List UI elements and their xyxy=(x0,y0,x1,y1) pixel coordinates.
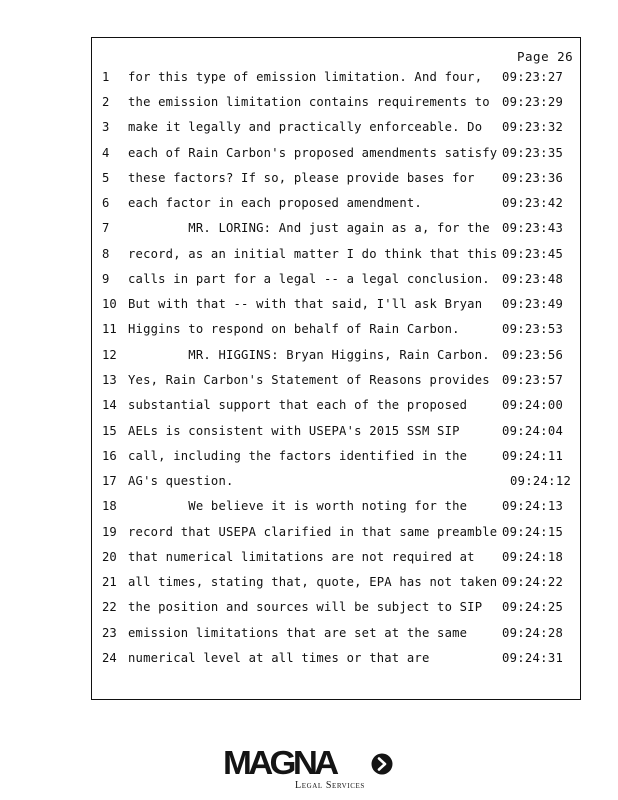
line-number: 21 xyxy=(102,575,117,589)
line-timestamp: 09:23:42 xyxy=(502,196,564,210)
transcript-line xyxy=(0,600,618,620)
line-timestamp: 09:24:28 xyxy=(502,626,564,640)
line-number: 24 xyxy=(102,651,117,665)
line-text: that numerical limitations are not required at xyxy=(128,550,475,564)
line-text: MR. HIGGINS: Bryan Higgins, Rain Carbon. xyxy=(128,348,490,362)
transcript-line xyxy=(0,120,618,140)
line-timestamp: 09:23:56 xyxy=(502,348,564,362)
line-timestamp: 09:24:00 xyxy=(502,398,564,412)
line-text: Higgins to respond on behalf of Rain Carbon. xyxy=(128,322,460,336)
line-timestamp: 09:23:43 xyxy=(502,221,564,235)
line-text: the position and sources will be subject to SIP xyxy=(128,600,483,614)
line-number: 3 xyxy=(102,120,110,134)
transcript-line xyxy=(0,272,618,292)
line-timestamp: 09:23:32 xyxy=(502,120,564,134)
line-number: 8 xyxy=(102,247,110,261)
line-text: for this type of emission limitation. And four, xyxy=(128,70,483,84)
line-timestamp: 09:24:18 xyxy=(502,550,564,564)
transcript-line xyxy=(0,550,618,570)
transcript-line xyxy=(0,373,618,393)
line-number: 12 xyxy=(102,348,117,362)
line-timestamp: 09:23:45 xyxy=(502,247,564,261)
line-text: We believe it is worth noting for the xyxy=(128,499,468,513)
transcript-line xyxy=(0,449,618,469)
transcript-line xyxy=(0,348,618,368)
line-timestamp: 09:24:31 xyxy=(502,651,564,665)
line-text: AELs is consistent with USEPA's 2015 SSM SIP xyxy=(128,424,460,438)
line-timestamp: 09:23:48 xyxy=(502,272,564,286)
transcript-line xyxy=(0,146,618,166)
line-text: these factors? If so, please provide bases for xyxy=(128,171,475,185)
line-timestamp: 09:24:04 xyxy=(502,424,564,438)
logo-wordmark: MAGNA xyxy=(223,744,336,781)
line-timestamp: 09:23:29 xyxy=(502,95,564,109)
line-number: 10 xyxy=(102,297,117,311)
line-timestamp: 09:23:35 xyxy=(502,146,564,160)
line-number: 17 xyxy=(102,474,117,488)
transcript-line xyxy=(0,398,618,418)
line-number: 4 xyxy=(102,146,110,160)
line-text: each factor in each proposed amendment. xyxy=(128,196,422,210)
line-text: calls in part for a legal -- a legal conclusion. xyxy=(128,272,490,286)
logo-subtitle: Legal Services xyxy=(295,780,365,791)
transcript-line xyxy=(0,651,618,671)
transcript-line xyxy=(0,474,618,494)
line-timestamp: 09:23:49 xyxy=(502,297,564,311)
line-number: 7 xyxy=(102,221,110,235)
line-timestamp: 09:23:57 xyxy=(502,373,564,387)
transcript-line xyxy=(0,322,618,342)
transcript-line xyxy=(0,171,618,191)
line-number: 23 xyxy=(102,626,117,640)
line-text: record, as an initial matter I do think that this xyxy=(128,247,498,261)
transcript-line xyxy=(0,499,618,519)
page-number: Page 26 xyxy=(517,49,574,64)
line-text: emission limitations that are set at the same xyxy=(128,626,468,640)
line-text: the emission limitation contains requirements to xyxy=(128,95,490,109)
line-number: 5 xyxy=(102,171,110,185)
line-text: But with that -- with that said, I'll ask Bryan xyxy=(128,297,483,311)
transcript-line xyxy=(0,95,618,115)
transcript-line xyxy=(0,221,618,241)
line-number: 15 xyxy=(102,424,117,438)
magna-legal-services-logo xyxy=(223,744,398,794)
transcript-line xyxy=(0,424,618,444)
line-number: 22 xyxy=(102,600,117,614)
line-text: call, including the factors identified in the xyxy=(128,449,468,463)
transcript-line xyxy=(0,297,618,317)
transcript-line xyxy=(0,575,618,595)
line-number: 11 xyxy=(102,322,117,336)
line-text: AG's question. xyxy=(128,474,234,488)
line-number: 13 xyxy=(102,373,117,387)
line-timestamp: 09:24:12 xyxy=(510,474,572,488)
line-timestamp: 09:24:11 xyxy=(502,449,564,463)
line-timestamp: 09:24:22 xyxy=(502,575,564,589)
line-number: 6 xyxy=(102,196,110,210)
line-text: MR. LORING: And just again as a, for the xyxy=(128,221,490,235)
arrow-circle-icon xyxy=(371,753,393,775)
line-text: each of Rain Carbon's proposed amendments satisfy xyxy=(128,146,498,160)
line-timestamp: 09:23:27 xyxy=(502,70,564,84)
line-timestamp: 09:23:53 xyxy=(502,322,564,336)
line-number: 14 xyxy=(102,398,117,412)
line-timestamp: 09:23:36 xyxy=(502,171,564,185)
line-number: 1 xyxy=(102,70,110,84)
transcript-line xyxy=(0,70,618,90)
line-text: make it legally and practically enforceable. Do xyxy=(128,120,483,134)
line-number: 18 xyxy=(102,499,117,513)
transcript-line xyxy=(0,626,618,646)
line-timestamp: 09:24:13 xyxy=(502,499,564,513)
line-text: numerical level at all times or that are xyxy=(128,651,430,665)
line-number: 9 xyxy=(102,272,110,286)
line-text: substantial support that each of the proposed xyxy=(128,398,468,412)
line-text: all times, stating that, quote, EPA has not taken xyxy=(128,575,498,589)
line-timestamp: 09:24:25 xyxy=(502,600,564,614)
line-number: 20 xyxy=(102,550,117,564)
line-text: record that USEPA clarified in that same preamble xyxy=(128,525,498,539)
line-timestamp: 09:24:15 xyxy=(502,525,564,539)
line-number: 2 xyxy=(102,95,110,109)
line-text: Yes, Rain Carbon's Statement of Reasons provides xyxy=(128,373,490,387)
transcript-line xyxy=(0,525,618,545)
transcript-line xyxy=(0,247,618,267)
line-number: 16 xyxy=(102,449,117,463)
line-number: 19 xyxy=(102,525,117,539)
transcript-line xyxy=(0,196,618,216)
